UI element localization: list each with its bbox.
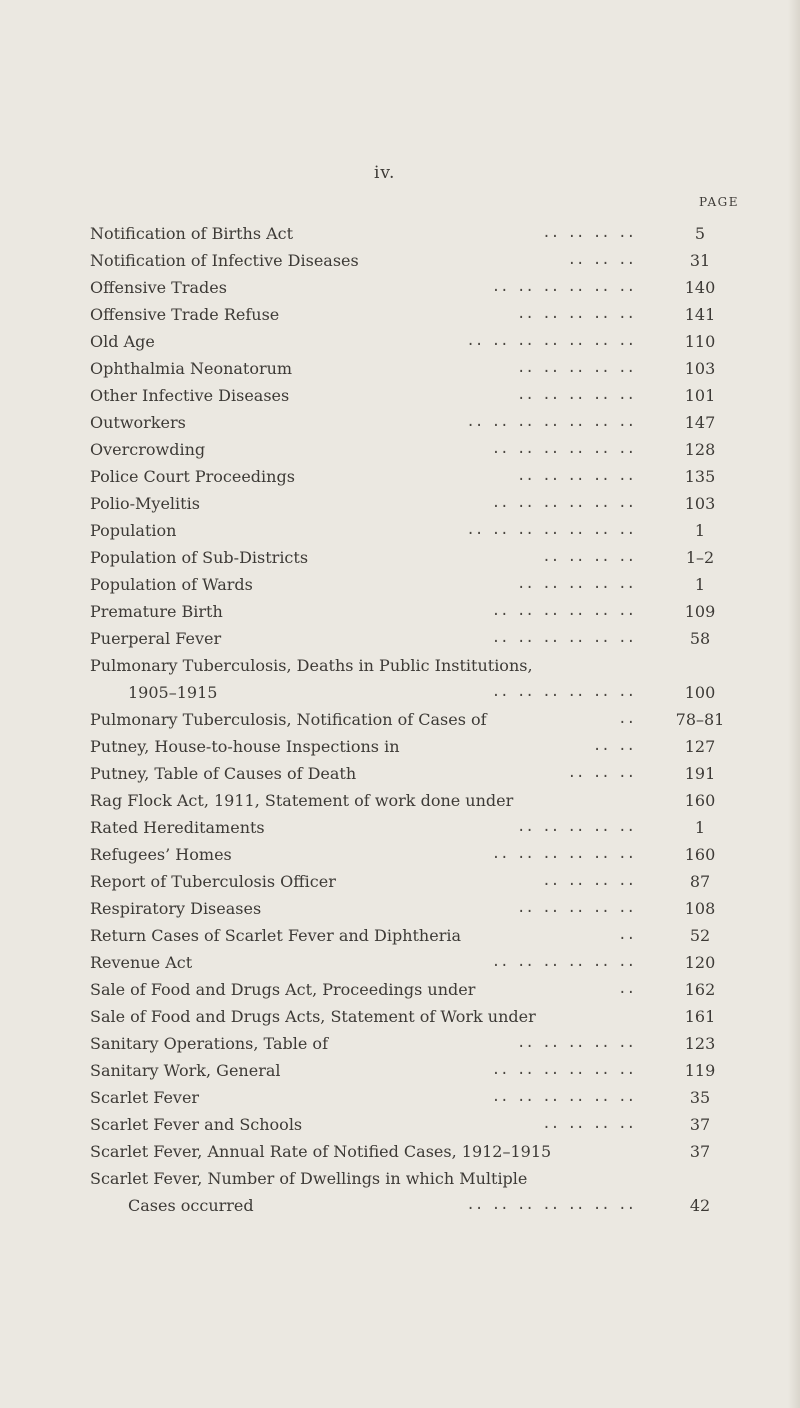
- index-entry: [90, 922, 740, 949]
- index-entry: [90, 301, 740, 328]
- dot-leader: .. .. .. ..: [542, 225, 635, 241]
- dot-leader: .. .. .. .. .. ..: [491, 441, 635, 457]
- index-entry: [90, 1057, 740, 1084]
- index-entry-term: Premature Birth: [90, 602, 223, 621]
- index-entry: [90, 328, 740, 355]
- dot-leader: .. .. .. .. ..: [516, 819, 635, 835]
- index-entry-page: 160: [684, 791, 716, 810]
- index-entry-page: 123: [684, 1034, 716, 1053]
- index-entry-term: Cases occurred: [128, 1196, 254, 1215]
- index-entry-term: Polio-Myelitis: [90, 494, 200, 513]
- dot-leader: .. ..: [592, 738, 635, 754]
- index-entry-page: 103: [684, 494, 716, 513]
- index-entry: [90, 517, 740, 544]
- dot-leader: .. .. .. .. ..: [516, 900, 635, 916]
- index-entry-page: 162: [684, 980, 716, 999]
- index-entry: [90, 652, 740, 679]
- index-entry-term: Refugees’ Homes: [90, 845, 232, 864]
- index-entry-term: Population of Sub-Districts: [90, 548, 309, 567]
- index-entry-term: Offensive Trades: [90, 278, 227, 297]
- index-entry: [90, 1138, 740, 1165]
- index-entry: [90, 571, 740, 598]
- index-entry: [90, 949, 740, 976]
- dot-leader: .. .. .. ..: [542, 1116, 635, 1132]
- index-entry-page: 5: [694, 224, 706, 243]
- index-entry: [90, 787, 740, 814]
- index-entry-page: 35: [689, 1088, 711, 1107]
- dot-leader: .. .. .. .. .. ..: [491, 603, 635, 619]
- index-entry: [90, 625, 740, 652]
- index-entry-page: 1: [694, 521, 706, 540]
- index-entry: [90, 1030, 740, 1057]
- index-entry: [90, 355, 740, 382]
- index-entry-term: Overcrowding: [90, 440, 206, 459]
- index-entry: [90, 841, 740, 868]
- index-entry-page: 1: [694, 575, 706, 594]
- index-entry-term: Ophthalmia Neonatorum: [90, 359, 293, 378]
- index-entry: [90, 814, 740, 841]
- index-entry-term: Revenue Act: [90, 953, 193, 972]
- index-entry: [90, 1165, 740, 1192]
- index-entry: [90, 463, 740, 490]
- dot-leader: .. .. .. .. .. .. ..: [466, 414, 635, 430]
- index-entry-term: Scarlet Fever, Annual Rate of Notified Cases, 1912–1915: [90, 1142, 552, 1161]
- index-entry-page: 87: [689, 872, 711, 891]
- index-entry: [90, 409, 740, 436]
- index-entry: [90, 733, 740, 760]
- index-entry-page: 37: [689, 1142, 711, 1161]
- dot-leader: .. .. .. .. ..: [516, 360, 635, 376]
- index-entry-term: Puerperal Fever: [90, 629, 222, 648]
- index-entry-term: 1905–1915: [128, 683, 218, 702]
- index-entry-term: Police Court Proceedings: [90, 467, 295, 486]
- index-entry: [90, 247, 740, 274]
- page-edge: [788, 0, 800, 1408]
- dot-leader: .. .. .. ..: [542, 549, 635, 565]
- dot-leader: .. .. .. .. .. .. ..: [466, 522, 635, 538]
- dot-leader: .. .. .. ..: [542, 873, 635, 889]
- index-entry: [90, 706, 740, 733]
- index-entry-term: Pulmonary Tuberculosis, Notification of Cases of: [90, 710, 487, 729]
- index-entry-term: Outworkers: [90, 413, 186, 432]
- index-entry-page: 42: [689, 1196, 711, 1215]
- index-list: [90, 220, 740, 1219]
- index-entry-term: Return Cases of Scarlet Fever and Diphtheria: [90, 926, 462, 945]
- page-column-heading: PAGE: [699, 195, 739, 209]
- index-entry-page: 161: [684, 1007, 716, 1026]
- index-entry-page: 1: [694, 818, 706, 837]
- dot-leader: .. .. .. .. ..: [516, 387, 635, 403]
- dot-leader: .. .. .. .. .. ..: [491, 630, 635, 646]
- index-entry-page: 103: [684, 359, 716, 378]
- index-entry-page: 109: [684, 602, 716, 621]
- index-entry-term: Population: [90, 521, 177, 540]
- index-entry: [90, 544, 740, 571]
- index-entry-term: Sale of Food and Drugs Acts, Statement of Work under: [90, 1007, 536, 1026]
- index-entry-page: 141: [684, 305, 716, 324]
- index-entry-page: 147: [684, 413, 716, 432]
- dot-leader: .. .. .. .. .. ..: [491, 279, 635, 295]
- dot-leader: .. .. .. .. .. .. ..: [466, 1197, 635, 1213]
- dot-leader: .. .. .. .. .. .. ..: [466, 333, 635, 349]
- index-entry-term: Sale of Food and Drugs Act, Proceedings under: [90, 980, 476, 999]
- index-entry-page: 37: [689, 1115, 711, 1134]
- index-entry: [90, 868, 740, 895]
- index-entry-term: Other Infective Diseases: [90, 386, 290, 405]
- index-entry-page: 127: [684, 737, 716, 756]
- dot-leader: .. .. .. .. .. ..: [491, 1062, 635, 1078]
- index-entry-page: 52: [689, 926, 711, 945]
- dot-leader: ..: [618, 711, 635, 727]
- index-entry-page: 140: [684, 278, 716, 297]
- index-entry-page: 120: [684, 953, 716, 972]
- index-entry-page: 78–81: [675, 710, 725, 729]
- index-entry: [90, 1084, 740, 1111]
- index-entry: [90, 598, 740, 625]
- dot-leader: .. .. .. .. ..: [516, 306, 635, 322]
- index-entry-term: Respiratory Diseases: [90, 899, 262, 918]
- index-entry-term: Rated Hereditaments: [90, 818, 265, 837]
- index-entry: [90, 760, 740, 787]
- index-entry-page: 191: [684, 764, 716, 783]
- index-entry-page: 135: [684, 467, 716, 486]
- index-entry-page: 100: [684, 683, 716, 702]
- dot-leader: .. .. .. .. .. ..: [491, 684, 635, 700]
- index-entry: [90, 274, 740, 301]
- index-entry-term: Offensive Trade Refuse: [90, 305, 280, 324]
- dot-leader: .. .. .. .. ..: [516, 468, 635, 484]
- index-entry: [90, 220, 740, 247]
- index-entry-page: 108: [684, 899, 716, 918]
- index-entry: [90, 895, 740, 922]
- index-entry-term: Rag Flock Act, 1911, Statement of work done under: [90, 791, 514, 810]
- index-entry-term: Putney, House-to-house Inspections in: [90, 737, 400, 756]
- index-entry-page: 31: [689, 251, 711, 270]
- dot-leader: ..: [618, 927, 635, 943]
- dot-leader: .. .. ..: [567, 765, 635, 781]
- dot-leader: .. .. .. .. .. ..: [491, 846, 635, 862]
- index-entry-term: Population of Wards: [90, 575, 253, 594]
- index-entry: [90, 1111, 740, 1138]
- dot-leader: .. .. ..: [567, 252, 635, 268]
- index-entry: [90, 1192, 740, 1219]
- index-entry-term: Notification of Births Act: [90, 224, 294, 243]
- index-entry-page: 101: [684, 386, 716, 405]
- index-entry: [90, 679, 740, 706]
- dot-leader: .. .. .. .. ..: [516, 576, 635, 592]
- index-entry-term: Pulmonary Tuberculosis, Deaths in Public Institutions,: [90, 656, 533, 675]
- index-entry: [90, 436, 740, 463]
- index-entry-term: Putney, Table of Causes of Death: [90, 764, 357, 783]
- index-entry-term: Scarlet Fever, Number of Dwellings in which Multiple: [90, 1169, 528, 1188]
- index-entry: [90, 976, 740, 1003]
- index-entry-term: Notification of Infective Diseases: [90, 251, 359, 270]
- index-entry: [90, 490, 740, 517]
- index-entry-term: Sanitary Work, General: [90, 1061, 281, 1080]
- index-entry: [90, 382, 740, 409]
- page-number: iv.: [374, 163, 396, 183]
- index-entry-term: Report of Tuberculosis Officer: [90, 872, 336, 891]
- index-entry-page: 1–2: [685, 548, 715, 567]
- index-entry-term: Scarlet Fever: [90, 1088, 200, 1107]
- dot-leader: .. .. .. .. ..: [516, 1035, 635, 1051]
- index-entry-page: 128: [684, 440, 716, 459]
- index-entry-term: Scarlet Fever and Schools: [90, 1115, 303, 1134]
- index-entry-page: 110: [684, 332, 716, 351]
- index-entry: [90, 1003, 740, 1030]
- index-entry-page: 160: [684, 845, 716, 864]
- index-entry-term: Old Age: [90, 332, 155, 351]
- index-entry-term: Sanitary Operations, Table of: [90, 1034, 328, 1053]
- index-entry-page: 58: [689, 629, 711, 648]
- index-entry-page: 119: [684, 1061, 716, 1080]
- dot-leader: .. .. .. .. .. ..: [491, 1089, 635, 1105]
- dot-leader: .. .. .. .. .. ..: [491, 495, 635, 511]
- dot-leader: ..: [618, 981, 635, 997]
- dot-leader: .. .. .. .. .. ..: [491, 954, 635, 970]
